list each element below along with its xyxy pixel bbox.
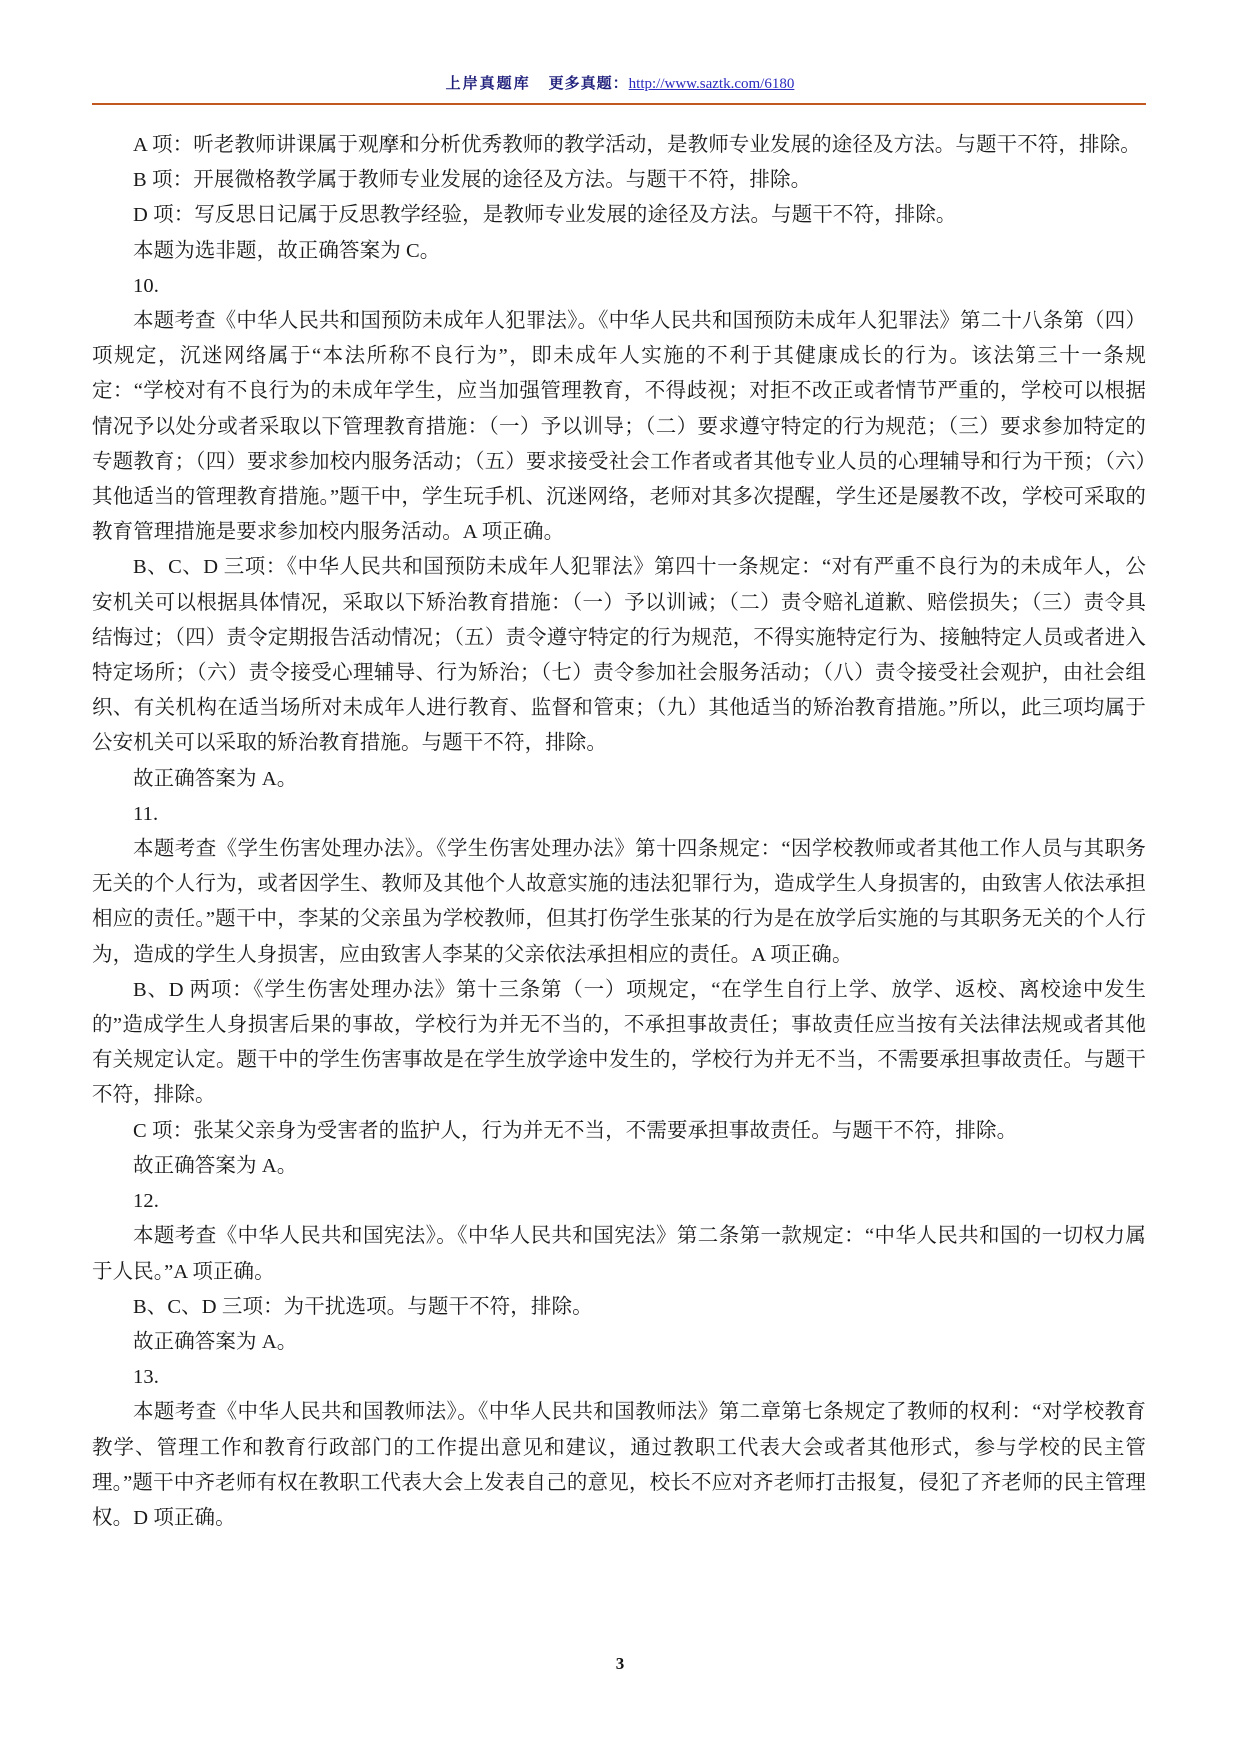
question-number-11: 11. bbox=[133, 802, 159, 825]
paragraph-q10-analysis: 本题考查《中华人民共和国预防未成年人犯罪法》。《中华人民共和国预防未成年人犯罪法》第二十八条第（四）项规定，沉迷网络属于“本法所称不良行为”，即未成年人实施的不利于其健康成长的行为。该法第三十一条规定：“学校对有不良行为的未成年学生，应当加强管理教育，不得歧视；对拒不改正或者情节严重的，学校可以根据情况予以处分或者采取以下管理教育措施：（一）予以训导；（二）要求遵守特定的行为规范；（三）要求参加特定的专题教育；（四）要求参加校内服务活动；（五）要求接受社会工作者或者其他专业人员的心理辅导和行为干预；（六）其他适当的管理教育措施。”题干中，学生玩手机、沉迷网络，老师对其多次提醒，学生还是屡教不改，学校可采取的教育管理措施是要求参加校内服务活动。A 项正确。 bbox=[92, 310, 1146, 544]
paragraph-q12-analysis: 本题考查《中华人民共和国宪法》。《中华人民共和国宪法》第二条第一款规定：“中华人民共和国的一切权力属于人民。”A 项正确。 bbox=[92, 1225, 1146, 1283]
paragraph-d-option: D 项：写反思日记属于反思教学经验，是教师专业发展的途径及方法。与题干不符，排除。 bbox=[133, 204, 957, 227]
question-number-10: 10. bbox=[133, 274, 159, 297]
paragraph-b-option: B 项：开展微格教学属于教师专业发展的途径及方法。与题干不符，排除。 bbox=[133, 169, 812, 192]
paragraph-q11-analysis: 本题考查《学生伤害处理办法》。《学生伤害处理办法》第十四条规定：“因学校教师或者其他工作人员与其职务无关的个人行为，或者因学生、教师及其他个人故意实施的违法犯罪行为，造成学生人身损害的，由致害人依法承担相应的责任。”题干中，李某的父亲虽为学校教师，但其打伤学生张某的行为是在放学后实施的与其职务无关的个人行为，造成的学生人身损害，应由致害人李某的父亲依法承担相应的责任。A 项正确。 bbox=[92, 838, 1146, 966]
page-footer bbox=[0, 1654, 1240, 1674]
paragraph-answer-q12: 故正确答案为 A。 bbox=[133, 1330, 298, 1353]
header-text-group bbox=[446, 74, 795, 94]
document-body bbox=[92, 128, 1146, 1536]
header-label: 更多真题： bbox=[548, 76, 629, 92]
header-brand: 上岸真题库 bbox=[445, 76, 531, 92]
paragraph-q11-bd-options: B、D 两项：《学生伤害处理办法》第十三条第（一）项规定，“在学生自行上学、放学、返校、离校途中发生的”造成学生人身损害后果的事故，学校行为并无不当的，不承担事故责任；事故责任应当按有关法律法规或者其他有关规定认定。题干中的学生伤害事故是在学生放学途中发生的，学校行为并无不当，不需要承担事故责任。与题干不符，排除。 bbox=[92, 978, 1146, 1107]
paragraph-answer-q10: 故正确答案为 A。 bbox=[133, 767, 298, 790]
paragraph-q12-bcd-options: B、C、D 三项：为干扰选项。与题干不符，排除。 bbox=[133, 1295, 593, 1318]
question-number-12: 12. bbox=[133, 1190, 159, 1213]
paragraph-answer-q11: 故正确答案为 A。 bbox=[133, 1154, 298, 1177]
paragraph-q10-bcd-options: B、C、D 三项：《中华人民共和国预防未成年人犯罪法》第四十一条规定：“对有严重不良行为的未成年人，公安机关可以根据具体情况，采取以下矫治教育措施：（一）予以训诫；（二）责令赔礼道歉、赔偿损失；（三）责令具结悔过；（四）责令定期报告活动情况；（五）责令遵守特定的行为规范，不得实施特定行为、接触特定人员或者进入特定场所；（六）责令接受心理辅导、行为矫治；（七）责令参加社会服务活动；（八）责令接受社会观护，由社会组织、有关机构在适当场所对未成年人进行教育、监督和管束；（九）其他适当的矫治教育措施。”所以，此三项均属于公安机关可以采取的矫治教育措施。与题干不符，排除。 bbox=[92, 556, 1146, 755]
paragraph-q13-analysis: 本题考查《中华人民共和国教师法》。《中华人民共和国教师法》第二章第七条规定了教师的权利：“对学校教育教学、管理工作和教育行政部门的工作提出意见和建议，通过教职工代表大会或者其他形式，参与学校的民主管理。”题干中齐老师有权在教职工代表大会上发表自己的意见，校长不应对齐老师打击报复，侵犯了齐老师的民主管理权。D 项正确。 bbox=[92, 1401, 1146, 1529]
header-divider-rule bbox=[92, 103, 1146, 105]
paragraph-q11-c-option: C 项：张某父亲身为受害者的监护人，行为并无不当，不需要承担事故责任。与题干不符，排除。 bbox=[133, 1119, 1018, 1142]
question-number-13: 13. bbox=[133, 1366, 159, 1389]
paragraph-answer-q9: 本题为选非题，故正确答案为 C。 bbox=[133, 239, 441, 262]
page-number: 3 bbox=[615, 1654, 625, 1673]
paragraph-a-option: A 项：听老教师讲课属于观摩和分析优秀教师的教学活动，是教师专业发展的途径及方法。与题干不符，排除。 bbox=[133, 134, 1141, 156]
header-url-link[interactable]: http://www.saztk.com/6180 bbox=[628, 76, 795, 92]
